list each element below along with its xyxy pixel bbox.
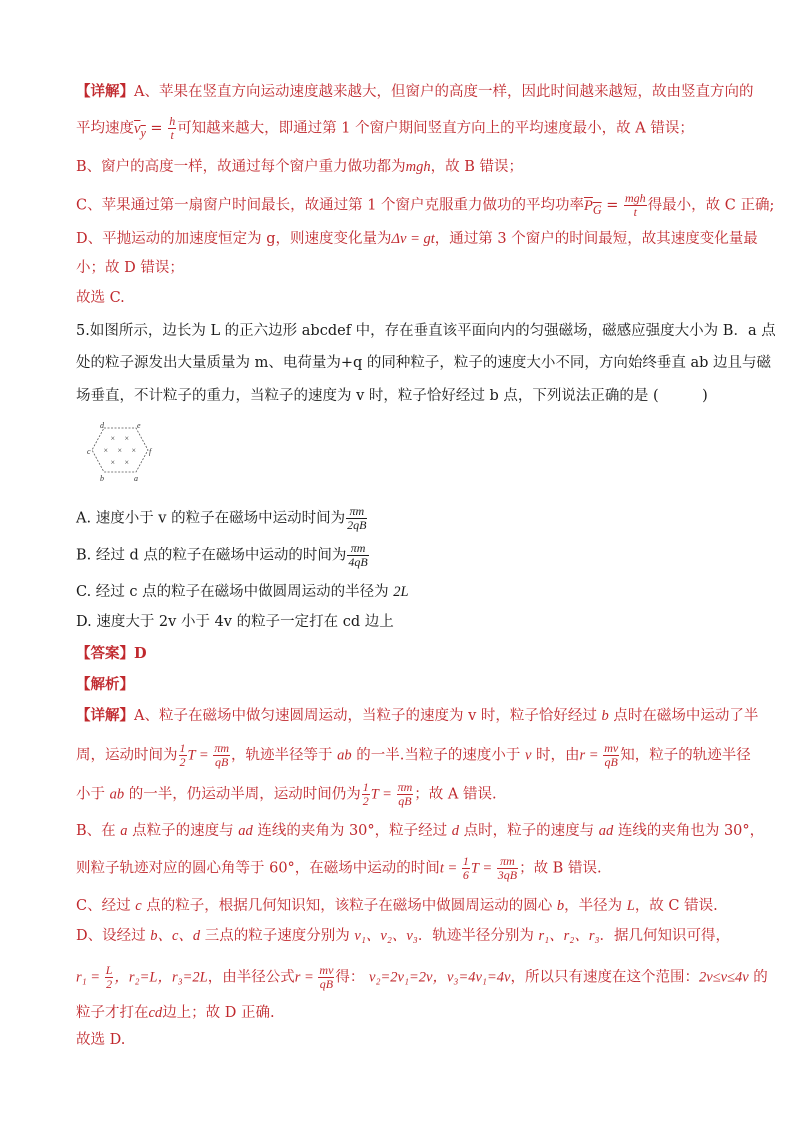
q5-line3: 场垂直，不计粒子的重力，当粒子的速度为 v 时，粒子恰好经过 b 点，下列说法正确的是 ( ): [76, 388, 708, 404]
option-a: A. 速度小于 v 的粒子在磁场中运动时间为 $\frac{\pi m}{2qB}$: [76, 504, 367, 532]
field-x: ×: [124, 434, 130, 443]
detail-tag: 【详解】: [76, 83, 134, 100]
label-f: f: [149, 447, 152, 456]
field-x: ×: [117, 446, 123, 455]
sec2-d-line3: 粒子才打在cd边上；故 D 正确.: [76, 1005, 275, 1021]
field-x: ×: [103, 446, 109, 455]
label-d: d: [100, 421, 104, 430]
answer-label: 【答案】D: [76, 645, 147, 662]
option-c: C. 经过 c 点的粒子在磁场中做圆周运动的半径为 2L: [76, 584, 409, 600]
fraction-mgh-t: $\frac{\text{mgh}}{t}$: [625, 191, 646, 219]
field-x: ×: [110, 434, 116, 443]
label-a: a: [134, 474, 138, 483]
option-d: D. 速度大于 2v 小于 4v 的粒子一定打在 cd 边上: [76, 614, 394, 630]
option-b: B. 经过 d 点的粒子在磁场中运动的时间为 $\frac{\pi m}{4qB}$: [76, 541, 368, 569]
sec2-a-line3: 小于 ab 的一半，仍运动半周，运动时间仍为 $\frac{1}{2}$ T = $\frac{\pi m}{qB}$ ；故 A 错误.: [76, 780, 497, 808]
q5-line1: 5.如图所示，边长为 L 的正六边形 abcdef 中，存在垂直该平面向内的匀强磁场，磁感应强度大小为 B．a 点: [76, 323, 776, 339]
sec1-choice: 故选 C.: [76, 290, 125, 306]
sec2-choice: 故选 D.: [76, 1032, 126, 1048]
hexagon-figure: [86, 420, 156, 484]
sec1-line3: B、窗户的高度一样，故通过每个窗户重力做功都为mgh，故 B 错误；: [76, 159, 524, 175]
label-b: b: [100, 474, 104, 483]
sec2-a-line2: 周，运动时间为 $\frac{1}{2}$ T = $\frac{\pi m}{qB}$ ，轨迹半径等于 ab 的一半.当粒子的速度小于 v 时，由r = $\frac{mv}{qB}$ 知，粒子的轨迹半径: [76, 741, 751, 769]
sec2-b-line2: 则粒子轨迹对应的圆心角等于 60°，在磁场中运动的时间t = $\frac{1}{6}$ T = $\frac{\pi m}{3qB}$ ；故 B 错误.: [76, 854, 602, 882]
fraction-h-t: $\frac{h}{t}$: [169, 114, 176, 142]
sec1-line1: 【详解】A、苹果在竖直方向运动速度越来越大，但窗户的高度一样，因此时间越来越短，故由竖直方向的: [76, 83, 754, 100]
field-x: ×: [110, 458, 116, 467]
label-e: e: [137, 421, 141, 430]
label-c: c: [87, 447, 91, 456]
field-x: ×: [131, 446, 137, 455]
sec1-line5: D、平抛运动的加速度恒定为 g，则速度变化量为Δv = gt，通过第 3 个窗户的时间最短，故其速度变化量最: [76, 231, 758, 247]
sec1-line4: C、苹果通过第一扇窗户时间最长，故通过第 1 个窗户克服重力做功的平均功率$P_G$ = $\frac{\text{mgh}}{t}$ 得最小，故 C 正确;: [76, 191, 775, 219]
sec2-a-line1: 【详解】A、粒子在磁场中做匀速圆周运动，当粒子的速度为 v 时，粒子恰好经过 b 点时在磁场中运动了半: [76, 707, 759, 724]
q5-line2: 处的粒子源发出大量质量为 m、电荷量为+q 的同种粒子，粒子的速度大小不同，方向始终垂直 ab 边且与磁: [76, 355, 772, 371]
sec2-b-line1: B、在 a 点粒子的速度与 ad 连线的夹角为 30°，粒子经过 d 点时，粒子的速度与 ad 连线的夹角也为 30°，: [76, 823, 765, 839]
sec1-line6: 小；故 D 错误；: [76, 260, 184, 276]
sec1-line2: 平均速度$v_y$ = $\frac{h}{t}$ 可知越来越大，即通过第 1 个窗户期间竖直方向上的平均速度最小，故 A 错误；: [76, 114, 694, 142]
sec2-d-line1: D、设经过 b、c、d 三点的粒子速度分别为 v₁、v₂、v₃．轨迹半径分别为 r₁、r₂、r₃．据几何知识可得，: [76, 928, 731, 944]
field-x: ×: [124, 458, 130, 467]
sec2-c-line: C、经过 c 点的粒子，根据几何知识知，该粒子在磁场中做圆周运动的圆心 b，半径为 L，故 C 错误.: [76, 898, 718, 914]
sec2-d-line2: r₁ = $\frac{L}{2}$ ，r₂=L，r₃=2L，由半径公式r = $\frac{mv}{qB}$ 得： v₂=2v₁=2v，v₃=4v₁=4v，所以只有速度在这个范围：2v≤v≤4v 的: [76, 963, 768, 991]
analysis-label: 【解析】: [76, 676, 134, 693]
